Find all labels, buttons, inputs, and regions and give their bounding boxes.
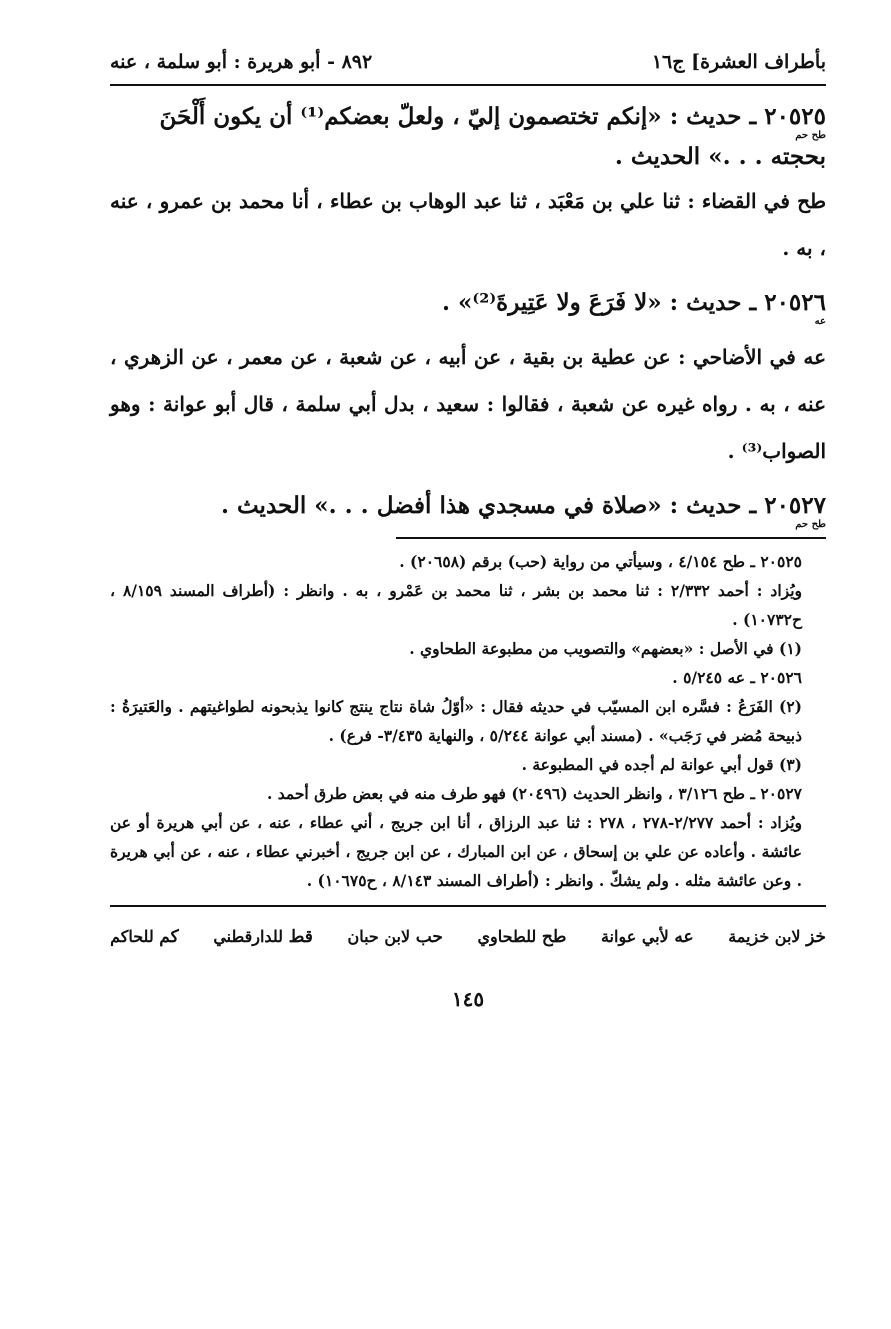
footnote: ٢٠٥٢٥ ـ طح ٤/١٥٤ ، وسيأتي من رواية (حب) برقم (٢٠٦٥٨) .	[399, 552, 802, 571]
legend-item: حب لابن حبان	[347, 927, 443, 947]
footnote: ويُزاد : أحمد ٢/٣٣٢ : ثنا محمد بن بشر ، ثنا محمد بن عَمْرو ، به . وانظر : (أطراف المسند ٨/١٥٩ ، ح١٠٧٣٢) .	[110, 581, 802, 629]
footnote: ٢٠٥٢٧ ـ طح ٣/١٢٦ ، وانظر الحديث (٢٠٤٩٦) فهو طرف منه في بعض طرق أحمد .	[266, 784, 802, 803]
legend-item: خز لابن خزيمة	[728, 927, 826, 947]
hadith-heading: ٢٠٥٢٥ ـ حديث : «إنكم تختصمون إليّ ، ولعلّ بعضكم⁽¹⁾ أن يكون أَلْحَنَ	[159, 103, 826, 130]
hadith-entry-20526	[110, 284, 826, 475]
page	[110, 40, 826, 1011]
header-chapter: ٨٩٢ - أبو هريرة : أبو سلمة ، عنه	[110, 51, 373, 73]
source-siglum: طح حم	[795, 130, 826, 141]
isnad-text: طح في القضاء : ثنا علي بن مَعْبَد ، ثنا عبد الوهاب بن عطاء ، أنا محمد بن عمرو ، عنه ، به .	[110, 189, 826, 260]
hadith-entry-20527	[110, 487, 826, 531]
isnad-text: عه في الأضاحي : عن عطية بن بقية ، عن أبيه ، عن شعبة ، عن معمر ، عن الزهري ، عنه ، به . رواه غيره عن شعبة ، فقالوا : سعيد ، بدل أبي سلمة ، قال أبو عوانة : وهو الصواب⁽³⁾ .	[110, 345, 826, 463]
legend-separator	[110, 905, 826, 907]
legend-item: طح للطحاوي	[477, 927, 567, 947]
legend-item: كم للحاكم	[110, 927, 179, 947]
running-header	[110, 40, 826, 86]
footnotes	[110, 547, 826, 895]
footnote: (١) في الأصل : «بعضهم» والتصويب من مطبوعة الطحاوي .	[409, 639, 802, 658]
footnote: (٢) الفَرَعُ : فسَّره ابن المسيّب في حديثه فقال : «أوّلُ شاة نتاج ينتج كانوا يذبحونه لطواغيتهم . والعَتيرَةُ : ذبيحة مُضر في رَجَب» . (مسند أبي عوانة ٥/٢٤٤ ، والنهاية ٣/٤٣٥- فرع) .	[110, 697, 802, 745]
legend-item: عه لأبي عوانة	[600, 927, 694, 947]
page-number: ١٤٥	[451, 987, 485, 1011]
footnote: (٣) قول أبي عوانة لم أجده في المطبوعة .	[521, 755, 802, 774]
hadith-heading: ٢٠٥٢٧ ـ حديث : «صلاة في مسجدي هذا أفضل . . .» الحديث .	[220, 492, 826, 519]
legend-item: قط للدارقطني	[213, 927, 313, 947]
footnote-separator	[396, 537, 826, 539]
sigla-legend	[110, 925, 826, 949]
header-book-title: بأطراف العشرة] ج١٦	[651, 51, 826, 73]
hadith-heading: ٢٠٥٢٦ ـ حديث : «لا فَرَعَ ولا عَتِيرةَ⁽²⁾» .	[442, 289, 826, 316]
footnote: ٢٠٥٢٦ ـ عه ٥/٢٤٥ .	[672, 668, 802, 687]
source-siglum: عه	[814, 316, 826, 327]
hadith-heading-continued: بحجته . . .» الحديث .	[614, 143, 826, 170]
hadith-entry-20525	[110, 98, 826, 272]
footnote: ويُزاد : أحمد ٢/٢٧٧-٢٧٨ ، ٢٧٨ : ثنا عبد الرزاق ، أنا ابن جريج ، أني عطاء ، عنه ، عن أبي هريرة أو عن عائشة . وأعاده عن علي بن إسحاق ، عن ابن المبارك ، عن ابن جريج ، أخبرني عطاء ، عنه ، عن أبي هريرة . وعن عائشة مثله . ولم يشكّ . وانظر : (أطراف المسند ٨/١٤٣ ، ح١٠٦٧٥) .	[110, 813, 802, 890]
source-siglum: طح حم	[795, 519, 826, 530]
